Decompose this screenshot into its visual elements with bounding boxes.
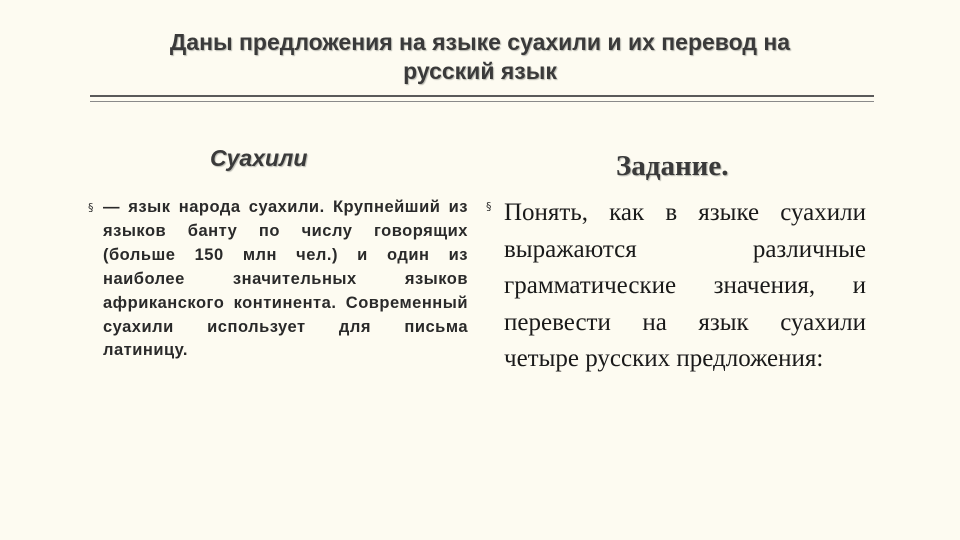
right-column (486, 195, 866, 378)
title-divider-thick (90, 95, 874, 97)
slide-title (80, 28, 880, 86)
title-divider-thin (90, 101, 874, 102)
slide-title-line-1: Даны предложения на языке суахили и их перевод на (169, 29, 791, 55)
left-column (88, 196, 468, 363)
left-column-text: — язык народа суахили. Крупнейший из языков банту по числу говорящих (больше 150 млн чел.) и один из наиболее значительных языков африканского континента. Современный суахили использует для письма латиницу. (103, 198, 468, 360)
right-column-heading: Задание. (616, 150, 729, 182)
section-bullet-icon: § (88, 201, 94, 214)
right-column-text: Понять, как в языке суахили выражаются различные грамматические значения, и перевести на язык суахили четыре русских предложения: (504, 199, 866, 372)
left-column-heading: Суахили (210, 145, 308, 171)
section-bullet-icon: § (486, 200, 492, 213)
slide-title-line-2: русский язык (403, 58, 557, 84)
